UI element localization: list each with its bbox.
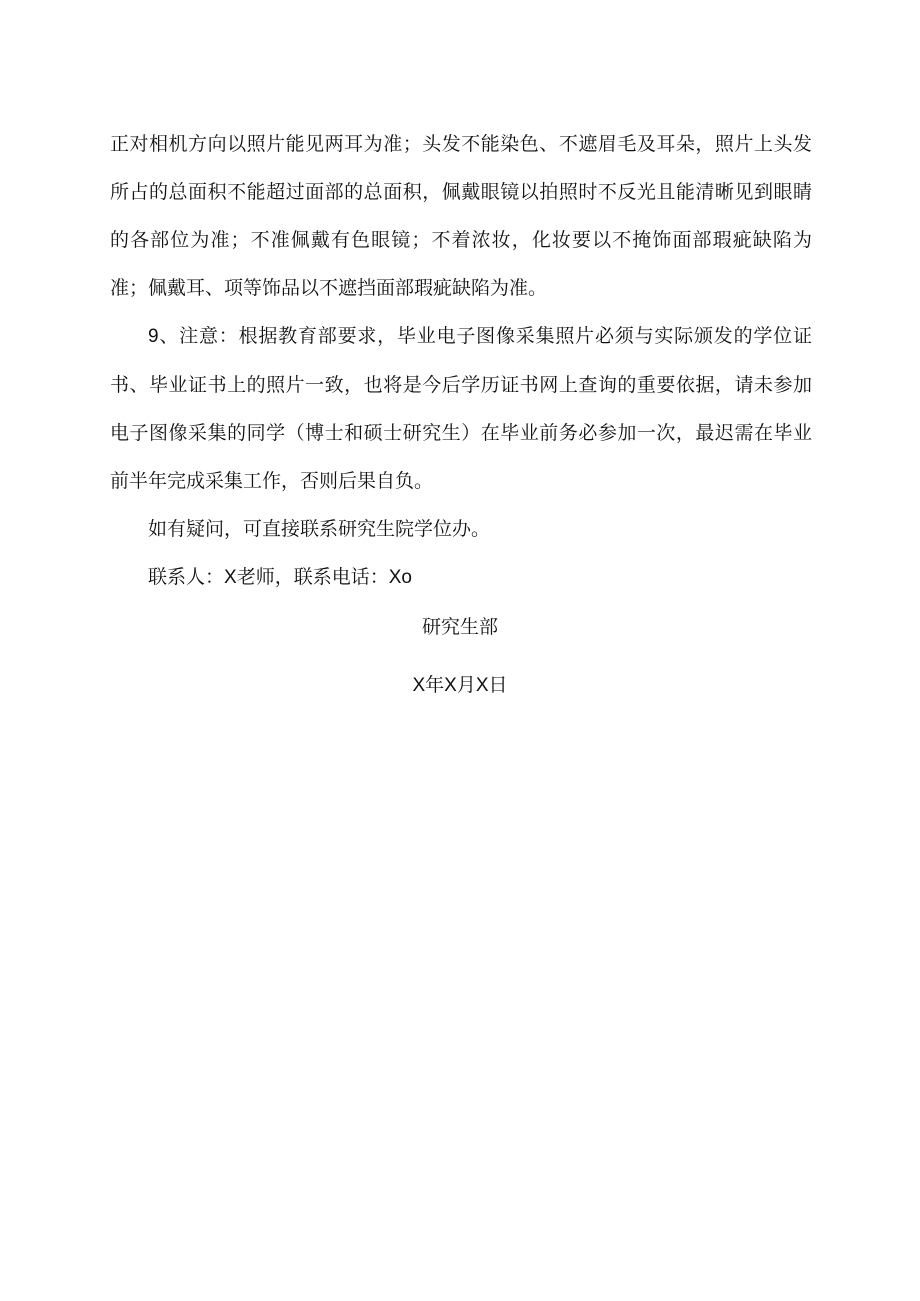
contact-line <box>110 553 812 602</box>
contact-title: 老师，联系电话： <box>236 566 389 588</box>
document-body <box>110 120 812 602</box>
signature-org: 研究生部 <box>421 616 498 638</box>
contact-person-label: 联系人： <box>148 566 225 588</box>
item-number: 9 <box>148 326 159 347</box>
paragraph-notice-9 <box>110 312 812 505</box>
date-day: X <box>475 675 489 696</box>
contact-phone: Xo <box>388 567 412 588</box>
contact-person: X <box>224 567 237 588</box>
date-year-label: 年 <box>425 674 445 696</box>
date-month: X <box>444 675 457 696</box>
date-year: X <box>412 675 426 696</box>
date-month-label: 月 <box>456 674 476 696</box>
signature-date <box>0 670 920 701</box>
notice-text: 、注意：根据教育部要求，毕业电子图像采集照片必须与实际颁发的学位证书、毕业证书上的照片一致，也将是今后学历证书网上查询的重要依据，请未参加电子图像采集的同学（博士和硕士研究生）在毕业前务必参加一次，最迟需在毕业前半年完成采集工作，否则后果自负。 <box>110 325 812 492</box>
date-day-label: 日 <box>488 674 508 696</box>
inquiry-line: 如有疑问，可直接联系研究生院学位办。 <box>148 518 491 540</box>
paragraph-photo-requirements: 正对相机方向以照片能见两耳为准；头发不能染色、不遮眉毛及耳朵，照片上头发所占的总面积不能超过面部的总面积，佩戴眼镜以拍照时不反光且能清晰见到眼睛的各部位为准；不准佩戴有色眼镜；不着浓妆，化妆要以不掩饰面部瑕疵缺陷为准；佩戴耳、项等饰品以不遮挡面部瑕疵缺陷为准。 <box>110 133 812 299</box>
